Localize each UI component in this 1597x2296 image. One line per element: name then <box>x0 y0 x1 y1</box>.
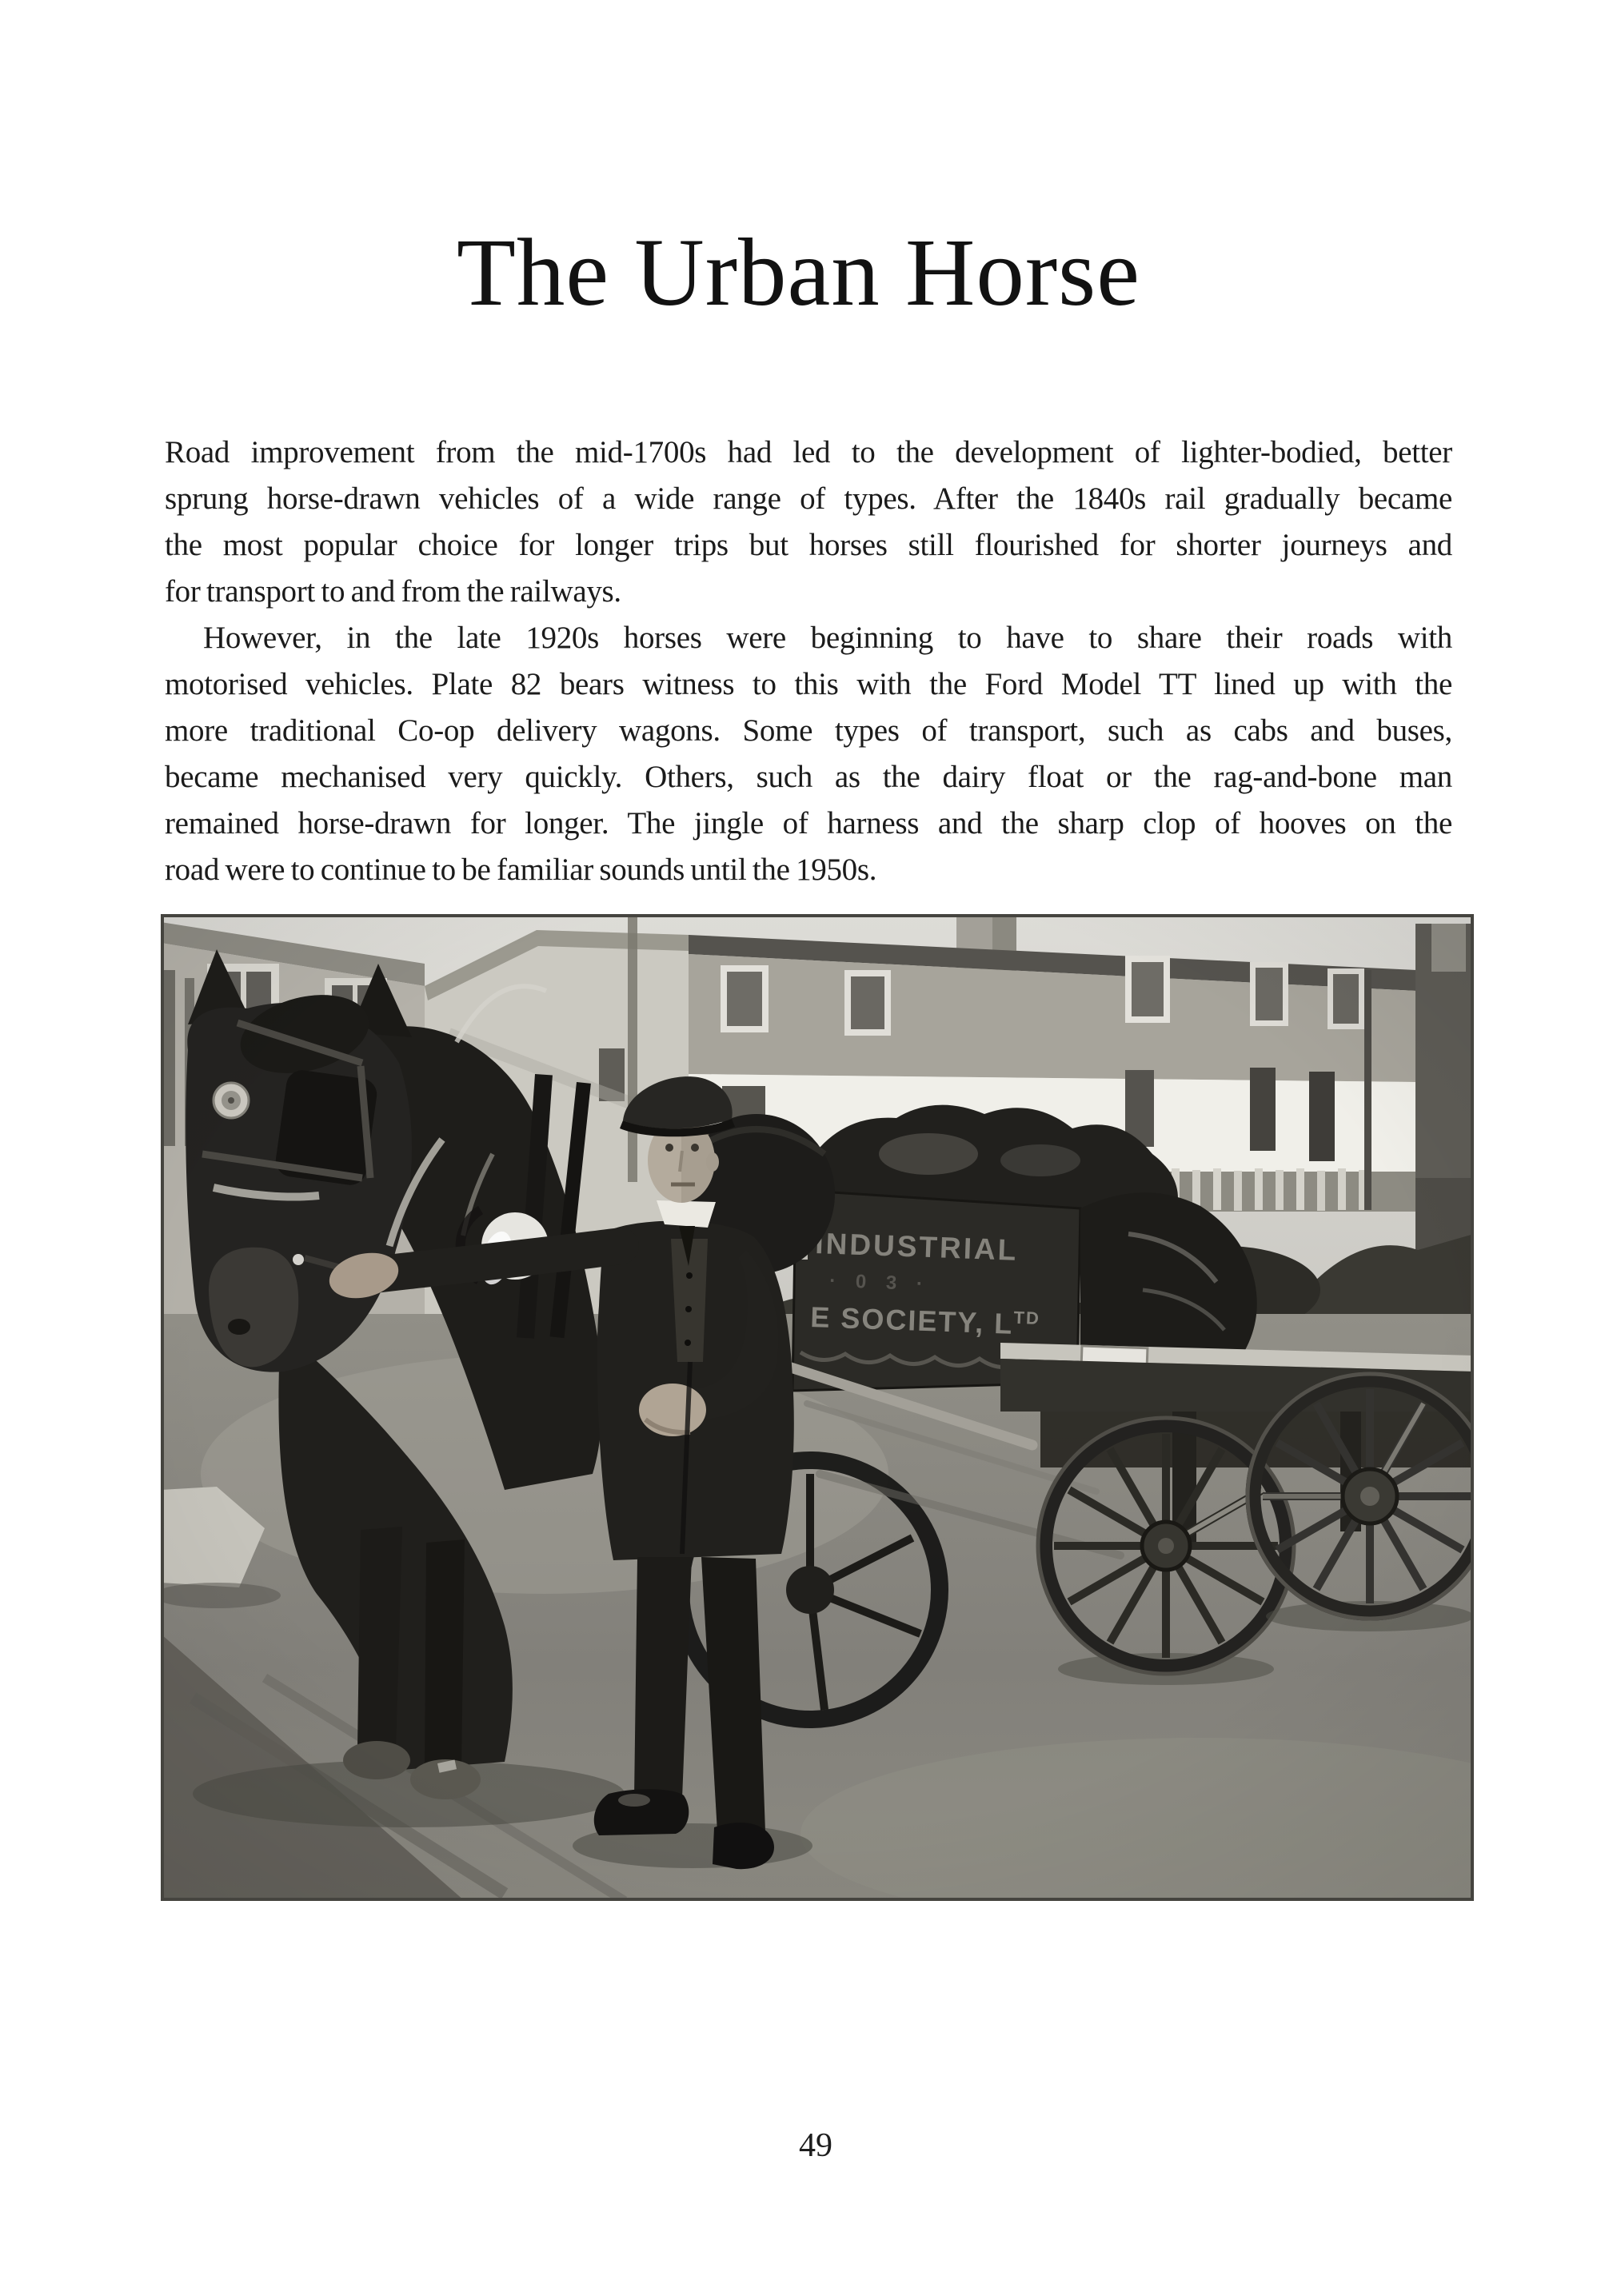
plate-photo <box>161 914 1474 1901</box>
text-line: road were to continue to be familiar sounds until the 1950s. <box>165 853 877 887</box>
plate-photo-illustration <box>161 914 1474 1901</box>
text-line: However, in the late 1920s horses were beginning to have to share their roads with <box>203 621 1452 655</box>
text-line: the most popular choice for longer trips but horses still flourished for shorter journeys and <box>165 528 1452 562</box>
cart-sign-line3-text: E SOCIETY, L <box>809 1300 1015 1340</box>
body-text <box>165 429 1452 893</box>
cart-sign-line2: · 0 3 · <box>828 1270 931 1296</box>
text-line: remained horse-drawn for longer. The jingle of harness and the sharp clop of hooves on the <box>165 806 1452 841</box>
text-line: became mechanised very quickly. Others, such as the dairy float or the rag-and-bone man <box>165 760 1452 794</box>
text-line: for transport to and from the railways. <box>165 574 621 609</box>
text-line: sprung horse-drawn vehicles of a wide range of types. After the 1840s rail gradually became <box>165 481 1452 516</box>
text-line: motorised vehicles. Plate 82 bears witness to this with the Ford Model TT lined up with the <box>165 667 1452 701</box>
text-line: more traditional Co-op delivery wagons. Some types of transport, such as cabs and buses, <box>165 713 1452 748</box>
page-number: 49 <box>799 2127 832 2164</box>
photo-vignette <box>161 914 1474 1901</box>
page-title: The Urban Horse <box>457 219 1140 326</box>
text-line: Road improvement from the mid-1700s had led to the development of lighter-bodied, better <box>165 435 1452 469</box>
cart-sign-line1: INDUSTRIAL <box>814 1227 1020 1267</box>
cart-sign-line3-sup: TD <box>1013 1307 1041 1329</box>
